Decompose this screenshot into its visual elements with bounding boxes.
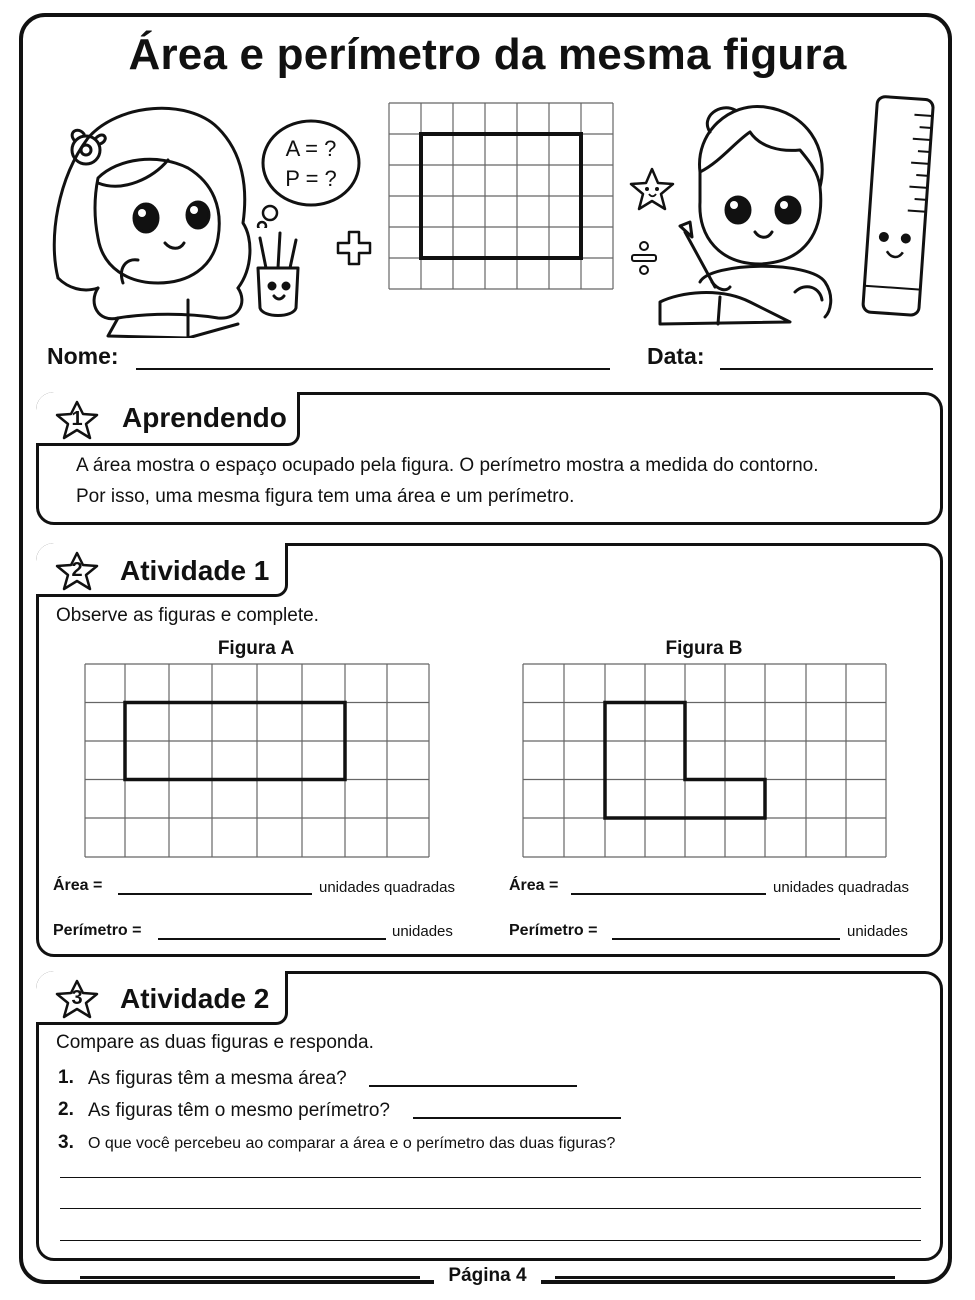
figure-a-area-label: Área =: [53, 877, 103, 894]
question-3-text: O que você percebeu ao comparar a área e o perímetro das duas figuras?: [88, 1135, 616, 1152]
page-title: Área e perímetro da mesma figura: [128, 30, 847, 79]
figure-b-perimeter-field[interactable]: [612, 938, 840, 940]
question-3-number: 3.: [58, 1132, 74, 1153]
section1-line2: Por isso, uma mesma figura tem uma área e um perímetro.: [76, 486, 575, 507]
area-question: A = ?: [285, 136, 337, 161]
figure-b-area-label: Área =: [509, 877, 559, 894]
section2-instruction: Observe as figuras e complete.: [56, 605, 319, 626]
ruler-illustration: [852, 92, 948, 322]
question-2-answer-field[interactable]: [413, 1117, 621, 1119]
section1-number: 1: [71, 408, 83, 430]
section2-title: Atividade 1: [120, 555, 270, 586]
figure-a-area-unit: unidades quadradas: [319, 879, 455, 896]
figure-a-perimeter-field[interactable]: [158, 938, 386, 940]
figure-a-area-field[interactable]: [118, 893, 312, 895]
question-2-number: 2.: [58, 1099, 74, 1120]
figure-b-grid: [522, 663, 888, 859]
figure-b-perimeter-unit: unidades: [847, 923, 908, 940]
figure-a-perimeter-label: Perímetro =: [53, 922, 142, 939]
question-1-text: As figuras têm a mesma área?: [88, 1068, 347, 1089]
section1-line1: A área mostra o espaço ocupado pela figura. O perímetro mostra a medida do contorno.: [76, 455, 819, 476]
question-1-number: 1.: [58, 1067, 74, 1088]
boy-writing-illustration: [640, 92, 860, 337]
figure-a-label: Figura A: [217, 638, 295, 659]
figure-a-grid: [84, 663, 430, 859]
date-label: Data:: [647, 343, 705, 369]
section3-number: 3: [71, 987, 83, 1009]
answer-line[interactable]: [60, 1240, 921, 1241]
perimeter-question: P = ?: [285, 166, 337, 191]
figure-b-area-field[interactable]: [571, 893, 766, 895]
name-field[interactable]: [136, 368, 610, 370]
date-field[interactable]: [720, 368, 933, 370]
thought-bubble-text: [268, 134, 354, 194]
question-2-text: As figuras têm o mesmo perímetro?: [88, 1100, 390, 1121]
figure-b-area-unit: unidades quadradas: [773, 879, 909, 896]
answer-line[interactable]: [60, 1208, 921, 1209]
page-number: Página 4: [0, 1265, 975, 1287]
figure-b-perimeter-label: Perímetro =: [509, 922, 598, 939]
name-label: Nome:: [47, 343, 119, 369]
answer-line[interactable]: [60, 1177, 921, 1178]
header-grid: [388, 102, 614, 290]
plus-icon: [334, 228, 374, 268]
section3-instruction: Compare as duas figuras e responda.: [56, 1032, 374, 1053]
question-1-answer-field[interactable]: [369, 1085, 577, 1087]
figure-b-label: Figura B: [665, 638, 743, 659]
section3-title: Atividade 2: [120, 983, 270, 1014]
section2-number: 2: [71, 559, 83, 581]
figure-a-perimeter-unit: unidades: [392, 923, 453, 940]
section1-title: Aprendendo: [122, 402, 287, 433]
